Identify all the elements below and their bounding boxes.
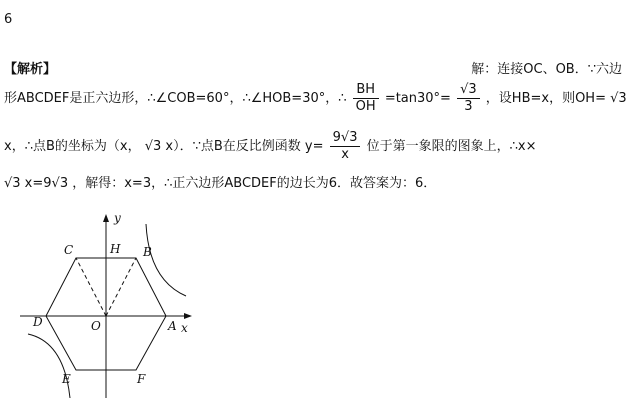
- line2-text-1: 形ABCDEF是正六边形，∴∠COB=60°，∴∠HOB=30°，∴: [4, 91, 347, 106]
- label-O: O: [91, 319, 101, 333]
- line2-text-2: =tan30°=: [384, 91, 451, 106]
- tan-numerator: √3: [457, 82, 480, 99]
- segment-OC: [76, 258, 106, 316]
- function-denominator: x: [341, 147, 349, 162]
- line3-text-2: √3 x）．∵点B在反比例函数 y=: [144, 139, 324, 154]
- label-C: C: [64, 243, 74, 257]
- label-H: H: [110, 242, 121, 256]
- answer-number: 6: [4, 12, 13, 27]
- fraction-numerator: BH: [353, 82, 379, 99]
- line3-text-1: x，∴点B的坐标为（x，: [4, 139, 141, 154]
- solution-intro: 解：连接OC、OB．∵六边: [471, 62, 622, 77]
- line3-text-3: 位于第一象限的图象上，∴x×: [366, 139, 537, 154]
- label-E: E: [62, 372, 71, 386]
- segment-OB: [106, 258, 136, 316]
- label-B: B: [143, 245, 152, 259]
- line2-text-3: ，设HB=x，则OH=: [485, 91, 606, 106]
- label-F: F: [137, 372, 146, 386]
- label-x: x: [181, 321, 188, 335]
- fraction-denominator: OH: [355, 99, 376, 114]
- analysis-tag: 【解析】: [4, 62, 57, 77]
- line2-sqrt: √3: [610, 91, 627, 106]
- label-A: A: [168, 319, 177, 333]
- x-axis-arrow: [184, 313, 192, 319]
- hyperbola-branch-first-quadrant: [146, 224, 186, 296]
- y-axis-arrow: [103, 214, 109, 222]
- function-numerator: 9√3: [330, 130, 361, 147]
- solution-line-4: √3 x=9√3 ，解得：x=3，∴正六边形ABCDEF的边长为6．故答案为：6．: [4, 176, 437, 191]
- hyperbola-branch-third-quadrant: [28, 334, 70, 398]
- label-y: y: [114, 211, 121, 225]
- label-D: D: [33, 315, 43, 329]
- tan-denominator: 3: [464, 99, 473, 114]
